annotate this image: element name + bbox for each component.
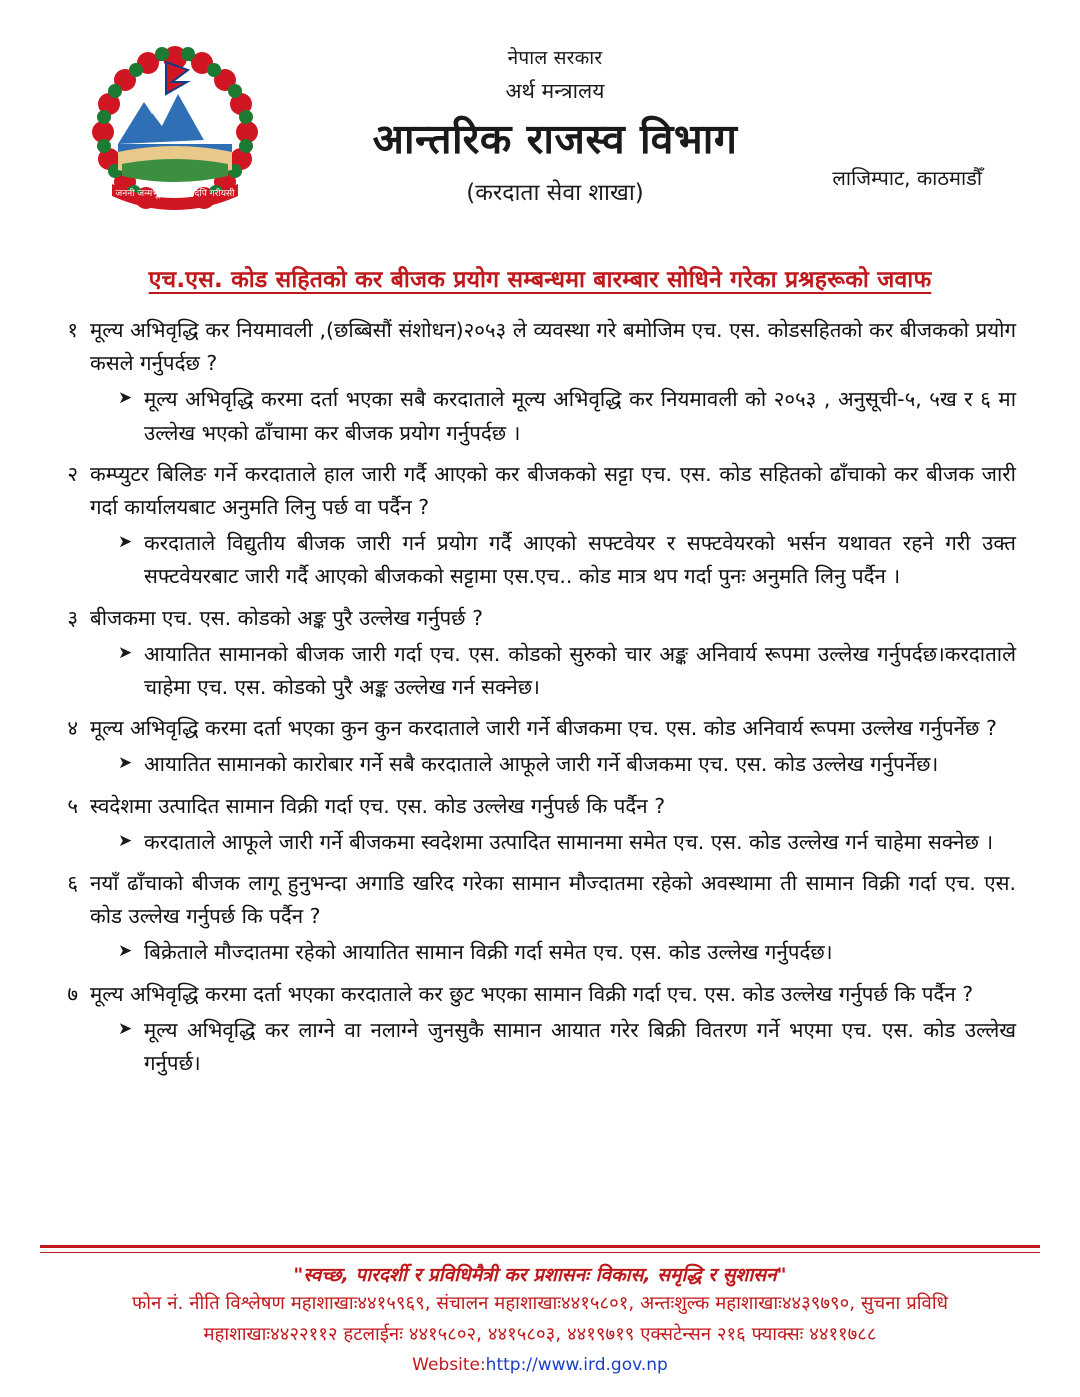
qa-block [56,867,1016,970]
document-footer [0,1245,1080,1375]
qa-block [56,458,1016,594]
question-number: २ [67,461,78,486]
question-number: ६ [67,871,78,896]
question-number: ४ [67,716,78,741]
question-number: ७ [67,981,78,1006]
footer-slogan: "स्वच्छ, पारदर्शी र प्रविधिमैत्री कर प्रशासनः विकास, समृद्धि र सुशासन" [293,1264,787,1287]
qa-block [56,602,1016,705]
question-text: कम्प्युटर बिलिङ गर्ने करदाताले हाल जारी गर्दै आएको कर बीजकको सट्टा एच. एस. कोड सहितको ढाँचाको कर बीजक जारी गर्दा कार्यालयबाट अनुमति लिनु पर्छ वा पर्दैन ? [90,461,1016,520]
question-text: मूल्य अभिवृद्धि कर नियमावली ,(छब्बिसौं संशोधन)२०५३ ले व्यवस्था गरे बमोजिम एच. एस. कोडसहितको कर बीजकको प्रयोग कसले गर्नुपर्दछ ? [90,318,1016,376]
question-row [56,458,1016,524]
arrow-bullet-icon: ➤ [118,753,133,774]
question-row [56,790,1016,823]
answer-row [118,638,1016,704]
arrow-bullet-icon: ➤ [118,830,133,851]
website-label: Website: [412,1355,486,1375]
office-location: लाजिम्पाट, काठमाडौँ [832,166,982,190]
qa-block [56,314,1016,450]
branch-name: (करदाता सेवा शाखा) [466,180,644,207]
answer-row [118,826,1016,859]
question-number: ५ [67,793,78,818]
arrow-bullet-icon: ➤ [118,1018,133,1039]
question-text: स्वदेशमा उत्पादित सामान विक्री गर्दा एच. एस. कोड उल्लेख गर्नुपर्छ कि पर्दैन ? [90,793,666,818]
question-number: ३ [67,605,78,630]
answer-text: बिक्रेताले मौज्दातमा रहेको आयातित सामान विक्री गर्दा समेत एच. एस. कोड उल्लेख गर्नुपर्दछ। [144,940,833,965]
arrow-bullet-icon: ➤ [118,642,133,663]
footer-contact-line-2: महाशाखाः४४२२११२ हटलाईनः ४४१५८०२, ४४१५८०३, ४४१९७१९ एक्सटेन्सन २१६ फ्याक्सः ४४११७८८ [203,1324,877,1346]
answer-text: मूल्य अभिवृद्धि करमा दर्ता भएका सबै करदाताले मूल्य अभिवृद्धि कर नियमावली को २०५३ , अनुसूची-५, ५ख र ६ मा उल्लेख भएको ढाँचामा कर बीजक प्रयोग गर्नुपर्दछ । [144,387,1016,445]
answer-text: आयातित सामानको बीजक जारी गर्दा एच. एस. कोडको सुरुको चार अङ्क अनिवार्य रूपमा उल्लेख गर्नुपर्दछ।करदाताले चाहेमा एच. एस. कोडको पुरै अङ्क उल्लेख गर्न सक्नेछ। [144,641,1016,700]
footer-divider-thick [40,1245,1040,1248]
footer-divider-thin [40,1252,1040,1254]
question-row [56,314,1016,380]
arrow-bullet-icon: ➤ [118,532,133,553]
footer-website[interactable] [0,1355,1080,1375]
qa-block [56,790,1016,859]
qa-list [46,314,1034,1080]
answer-row [118,527,1016,593]
footer-contact-line-1: फोन नं. नीति विश्लेषण महाशाखाः४४१५९६९, संचालन महाशाखाः४४१५८०१, अन्तःशुल्क महाशाखाः४४३९७९०, सुचना प्रविधि [132,1293,948,1315]
arrow-bullet-icon: ➤ [118,941,133,962]
answer-row [118,748,1016,781]
question-row [56,602,1016,635]
department-title: आन्तरिक राजस्व विभाग [372,115,738,164]
qa-block [56,978,1016,1081]
question-row [56,978,1016,1011]
answer-row [118,383,1016,449]
answer-row [118,936,1016,969]
question-text: मूल्य अभिवृद्धि करमा दर्ता भएका करदाताले कर छुट भएका सामान विक्री गर्दा एच. एस. कोड उल्लेख गर्नुपर्छ कि पर्दैन ? [90,981,974,1006]
question-row [56,712,1016,745]
question-text: बीजकमा एच. एस. कोडको अङ्क पुरै उल्लेख गर्नुपर्छ ? [90,605,483,630]
question-text: मूल्य अभिवृद्धि करमा दर्ता भएका कुन कुन करदाताले जारी गर्ने बीजकमा एच. एस. कोड अनिवार्य रूपमा उल्लेख गर्नुपर्नेछ ? [90,716,997,741]
document-header [46,0,1034,236]
ministry-line: अर्थ मन्त्रालय [505,78,605,103]
answer-text: करदाताले विद्युतीय बीजक जारी गर्न प्रयोग गर्दै आएको सफ्टवेयर र सफ्टवेयरको भर्सन यथावत रहने गरी उक्त सफ्टवेयरबाट जारी गर्दै आएको बीजकको सट्टामा एस.एच.. कोड मात्र थप गर्दा पुनः अनुमति लिनु पर्दैन । [144,531,1016,589]
qa-block [56,712,1016,781]
question-number: १ [67,318,78,342]
answer-text: करदाताले आफूले जारी गर्ने बीजकमा स्वदेशमा उत्पादित सामानमा समेत एच. एस. कोड उल्लेख गर्न चाहेमा सक्नेछ । [144,829,994,854]
question-text: नयाँ ढाँचाको बीजक लागू हुनुभन्दा अगाडि खरिद गरेका सामान मौज्दातमा रहेको अवस्थामा ती सामान विक्री गर्दा एच. एस. कोड उल्लेख गर्नुपर्छ कि पर्दैन ? [90,871,1016,929]
answer-text: मूल्य अभिवृद्धि कर लाग्ने वा नलाग्ने जुनसुकै सामान आयात गरेर बिक्री वितरण गर्ने भएमा एच. एस. कोड उल्लेख गर्नुपर्छ। [144,1017,1016,1076]
government-line: नेपाल सरकार [507,47,603,69]
answer-row [118,1014,1016,1080]
nepal-emblem-icon [92,44,258,226]
page-title: एच.एस. कोड सहितको कर बीजक प्रयोग सम्बन्धमा बारम्बार सोधिने गरेका प्रश्रहरूको जवाफ [148,267,932,293]
arrow-bullet-icon: ➤ [118,388,133,409]
website-url[interactable]: http://www.ird.gov.np [485,1355,668,1375]
svg-text:जननी जन्मभूमिश्च स्वर्गादपि गर: जननी जन्मभूमिश्च स्वर्गादपि गरीयसी [115,189,235,199]
question-row [56,867,1016,933]
answer-text: आयातित सामानको कारोबार गर्ने सबै करदाताले आफूले जारी गर्ने बीजकमा एच. एस. कोड उल्लेख गर्नुपर्नेछ। [144,752,939,777]
